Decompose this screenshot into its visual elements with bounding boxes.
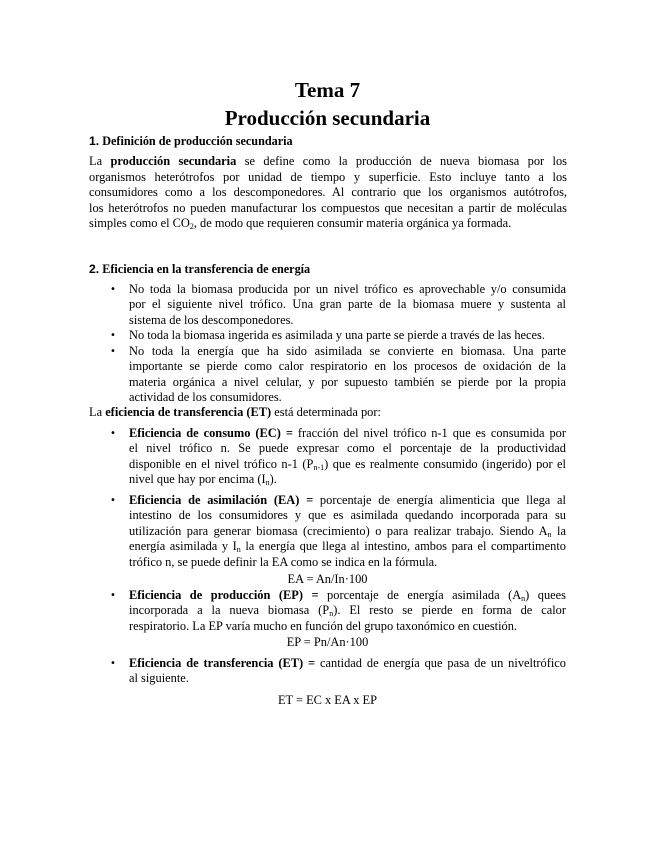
term-ea: Eficiencia de asimilación (EA) = (129, 493, 314, 507)
list-item-ec: • Eficiencia de consumo (EC) = fracción del nivel trófico n-1 que es consumida por el nivel trófico n. Se puede expresar como el porcentaje de la productividad disponible en el nivel trófico n-1 $(P_{n-1})$ que es realmente consumido (ingerido) por el nivel que hay por encima $(I_n)$. (110, 426, 567, 488)
section-1-number: 1. (89, 134, 100, 148)
transfer-efficiency-intro: La eficiencia de transferencia (ET) está determinada por: (89, 405, 381, 419)
paragraph-line: La producción secundaria se define como la producción de nueva biomasa por los (89, 154, 567, 168)
paragraph-line: organismos heterótrofos por unidad de tiempo y superficie. Esto incluye tanto a los (89, 169, 567, 184)
section-1-paragraph (89, 154, 567, 232)
term-ec: Eficiencia de consumo (EC) = (129, 426, 293, 440)
formula-et: ET = EC x EA x EP (277, 693, 377, 707)
list-item: • No toda la biomasa ingerida es asimilada y una parte se pierde a través de las heces. (110, 328, 545, 342)
bullet-icon: • (110, 428, 116, 439)
bullet-icon: • (110, 330, 116, 341)
list-item-et: • Eficiencia de transferencia (ET) = cantidad de energía que pasa de un niveltrófico al siguiente. (110, 656, 566, 686)
bullet-icon: • (110, 590, 116, 601)
list-item: • No toda la biomasa producida por un nivel trófico es aprovechable y/o consumida por el siguiente nivel trófico. Una gran parte de la biomasa muere y sustenta al sistema de los descomponedores. (110, 282, 566, 327)
page-subtitle: Producción secundaria (224, 106, 431, 130)
paragraph-line: consumidores como a los descomponedores. Al contrario que los organismos autótrofos, (89, 185, 567, 200)
paragraph-line: los heterótrofos no pueden manufacturar los compuestos que necesitan a partir de moléculas (89, 200, 567, 215)
bullet-icon: • (110, 658, 116, 669)
paragraph-line: simples como el $CO_2$, de modo que requieren consumir materia orgánica ya formada. (89, 216, 512, 232)
term-produccion-secundaria: producción secundaria (110, 154, 237, 168)
bullet-icon: • (110, 495, 116, 506)
term-ep: Eficiencia de producción (EP) = (129, 588, 319, 602)
section-2-title: Eficiencia en la transferencia de energía (102, 262, 311, 276)
section-1-heading (89, 134, 293, 149)
section-2-number: 2. (89, 262, 100, 276)
formula-ea: EA = An/In·100 (287, 572, 368, 586)
list-item-ep: • Eficiencia de producción (EP) = porcentaje de energía asimilada $(A_n)$ quees incorporada a la nueva biomasa $(P_n)$. El resto se pierde en forma de calor respiratorio. La EP varía mucho en función del grupo taxonómico en cuestión. (110, 588, 566, 633)
formula-ep: EP = Pn/An·100 (286, 635, 369, 649)
section-2-heading (89, 262, 310, 277)
bullet-icon: • (110, 284, 116, 295)
page-title: Tema 7 (294, 78, 361, 102)
term-eficiencia-transferencia: eficiencia de transferencia (ET) (105, 405, 272, 419)
term-et: Eficiencia de transferencia (ET) = (129, 656, 316, 670)
bullet-icon: • (110, 346, 116, 357)
section-1-title: Definición de producción secundaria (102, 134, 293, 148)
list-item-ea: • Eficiencia de asimilación (EA) = porcentaje de energía alimenticia que llega al intestino de los consumidores y que es asimilada quedando incorporada para su utilización para generar biomasa (crecimiento) o para realizar trabajo. Siendo $A_n$ la energía asimilada y $I_n$ la energía que llega al intestino, ambos para el compartimento trófico n, se puede definir la EA como se indica en la fórmula. (110, 493, 566, 569)
list-item: • No toda la energía que ha sido asimilada se convierte en biomasa. Una parte importante se pierde como calor respiratorio en los procesos de oxidación de la materia orgánica a nivel celular, y por supuesto también se pierde por la propia actividad de los consumidores. (110, 344, 566, 405)
